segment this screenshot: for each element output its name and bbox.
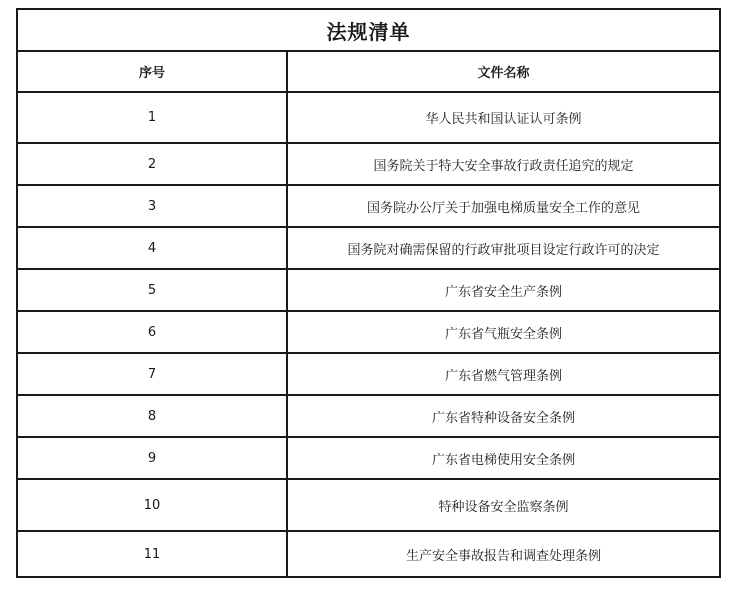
table-row: [17, 92, 720, 143]
regulations-table: [16, 8, 721, 578]
row-number: 4: [17, 227, 287, 269]
row-document-name: 广东省安全生产条例: [287, 269, 720, 311]
row-number: 5: [17, 269, 287, 311]
row-document-name: 广东省气瓶安全条例: [287, 311, 720, 353]
row-document-name: 国务院关于特大安全事故行政责任追究的规定: [287, 143, 720, 185]
table-row: [17, 437, 720, 479]
table-row: [17, 479, 720, 531]
row-number: 6: [17, 311, 287, 353]
table-row: [17, 311, 720, 353]
column-header-name: 文件名称: [287, 51, 720, 92]
row-document-name: 广东省燃气管理条例: [287, 353, 720, 395]
row-number: 1: [17, 92, 287, 143]
row-number: 9: [17, 437, 287, 479]
row-document-name: 生产安全事故报告和调查处理条例: [287, 531, 720, 577]
row-number: 2: [17, 143, 287, 185]
table-row: [17, 531, 720, 577]
row-document-name: 国务院办公厅关于加强电梯质量安全工作的意见: [287, 185, 720, 227]
row-document-name: 华人民共和国认证认可条例: [287, 92, 720, 143]
row-document-name: 国务院对确需保留的行政审批项目设定行政许可的决定: [287, 227, 720, 269]
row-number: 10: [17, 479, 287, 531]
row-number: 3: [17, 185, 287, 227]
table-row: [17, 143, 720, 185]
table-row: [17, 353, 720, 395]
table-row: [17, 185, 720, 227]
row-document-name: 广东省电梯使用安全条例: [287, 437, 720, 479]
table-row: [17, 269, 720, 311]
row-number: 11: [17, 531, 287, 577]
table-row: [17, 227, 720, 269]
table-row: [17, 395, 720, 437]
title-row: [17, 9, 720, 51]
column-header-number: 序号: [17, 51, 287, 92]
row-number: 7: [17, 353, 287, 395]
table-title: 法规清单: [17, 9, 720, 51]
header-row: [17, 51, 720, 92]
row-number: 8: [17, 395, 287, 437]
row-document-name: 特种设备安全监察条例: [287, 479, 720, 531]
row-document-name: 广东省特种设备安全条例: [287, 395, 720, 437]
